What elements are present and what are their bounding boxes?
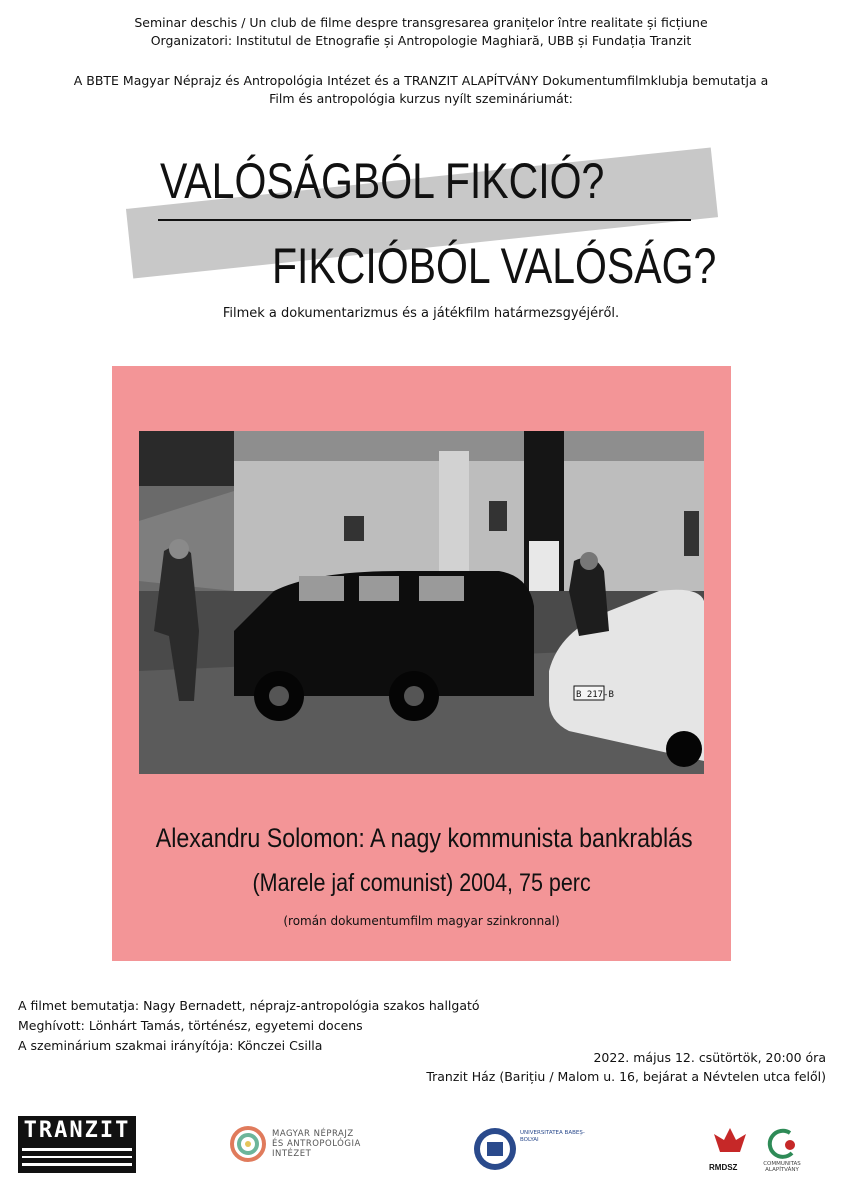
rmdsz-logo-text: RMDSZ xyxy=(709,1163,738,1172)
ubb-crest-icon xyxy=(473,1126,517,1176)
event-venue: Tranzit Ház (Barițiu / Malom u. 16, bejárat a Névtelen utca felől) xyxy=(426,1069,826,1084)
mna-line-1: MAGYAR NÉPRAJZ xyxy=(272,1129,354,1139)
ubb-logo-text: UNIVERSITATEA BABEȘ-BOLYAI xyxy=(520,1130,585,1143)
rmdsz-tulip-icon xyxy=(712,1126,748,1166)
film-still-image xyxy=(139,431,704,774)
title-divider xyxy=(158,219,691,221)
header-line-hu-2: Film és antropológia kurzus nyílt szemináriumát: xyxy=(269,91,573,106)
mna-line-2: ÉS ANTROPOLÓGIA xyxy=(272,1139,361,1149)
credit-director: A szeminárium szakmai irányítója: Könczei Csilla xyxy=(18,1038,323,1053)
tranzit-logo-text: TRANZIT xyxy=(23,1118,131,1143)
communitas-logo-icon xyxy=(762,1127,802,1165)
film-original-title: (Marele jaf comunist) 2004, 75 perc xyxy=(252,869,591,897)
mna-institute-logo-icon xyxy=(230,1126,266,1166)
title-line-1: VALÓSÁGBÓL FIKCIÓ? xyxy=(160,153,605,209)
credit-guest: Meghívott: Lönhárt Tamás, történész, egyetemi docens xyxy=(18,1018,363,1033)
film-title: Alexandru Solomon: A nagy kommunista bankrablás xyxy=(155,823,693,853)
communitas-logo-text: COMMUNITAS ALAPÍTVÁNY xyxy=(763,1161,801,1173)
header-line-ro-2: Organizatori: Institutul de Etnografie și Antropologie Maghiară, UBB și Fundația Tranzit xyxy=(150,33,692,48)
header-line-hu-1: A BBTE Magyar Néprajz és Antropológia Intézet és a TRANZIT ALAPÍTVÁNY Dokumentumfilmklubja bemutatja a xyxy=(73,73,769,88)
title-line-2: FIKCIÓBÓL VALÓSÁG? xyxy=(272,238,717,294)
credit-presenter: A filmet bemutatja: Nagy Bernadett, néprajz-antropológia szakos hallgató xyxy=(18,998,480,1013)
header-line-ro-1: Seminar deschis / Un club de filme despre transgresarea granițelor între realitate și ficțiune xyxy=(134,15,708,30)
license-plate: B 217-B xyxy=(576,690,614,700)
film-note: (román dokumentumfilm magyar szinkronnal) xyxy=(283,914,560,928)
title-subtitle: Filmek a dokumentarizmus és a játékfilm határmezsgyéjéről. xyxy=(222,306,620,321)
event-date: 2022. május 12. csütörtök, 20:00 óra xyxy=(593,1050,826,1065)
mna-line-3: INTÉZET xyxy=(272,1149,312,1159)
mna-institute-logo-text xyxy=(272,1129,361,1159)
